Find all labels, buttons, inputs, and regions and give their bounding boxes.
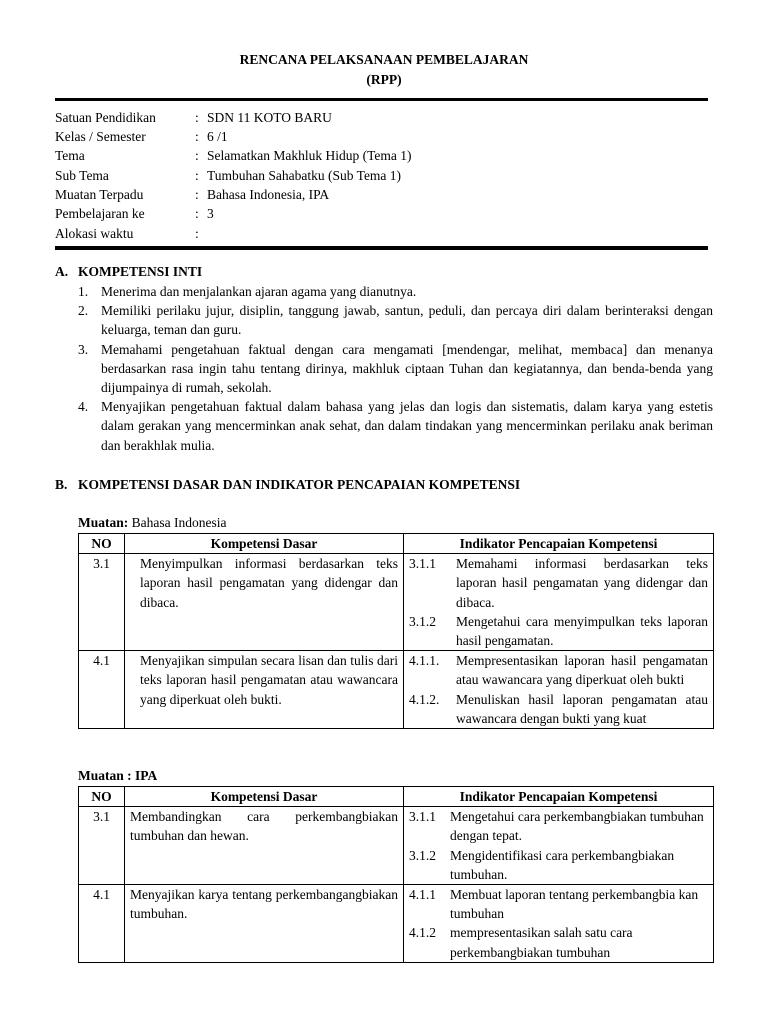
- document-subtitle: (RPP): [366, 72, 402, 87]
- indicator-code: 3.1.1: [409, 556, 436, 572]
- section-title: KOMPETENSI INTI: [78, 264, 203, 279]
- section-b-heading: [55, 475, 520, 494]
- list-text: Menerima dan menjalankan ajaran agama yang dianutnya.: [101, 284, 417, 299]
- identity-colon: :: [195, 168, 199, 183]
- identity-value: Bahasa Indonesia, IPA: [207, 187, 330, 202]
- indicator-text: mempresentasikan salah satu cara perkembangbiakan tumbuhan: [450, 925, 633, 960]
- indicator-text: Mempresentasikan laporan hasil pengamatan atau wawancara yang diperkuat oleh bukti: [456, 653, 708, 688]
- cell-no: 4.1: [79, 885, 125, 963]
- section-title: KOMPETENSI DASAR DAN INDIKATOR PENCAPAIAN KOMPETENSI: [78, 477, 521, 492]
- header-kd: Kompetensi Dasar: [125, 534, 404, 554]
- indicator-item: [409, 690, 708, 728]
- identity-label: Satuan Pendidikan: [55, 110, 156, 125]
- muatan-value: Bahasa Indonesia: [128, 515, 227, 530]
- list-item: [78, 340, 713, 398]
- indicator-text: Membuat laporan tentang perkembangbia kan tumbuhan: [450, 887, 699, 922]
- top-rule: [55, 98, 708, 101]
- indicator-text: Mengetahui cara menyimpulkan teks laporan hasil pengamatan.: [456, 613, 708, 649]
- list-number: 4.: [78, 399, 89, 415]
- indicator-code: 4.1.1.: [409, 653, 440, 669]
- table-header-row: [79, 787, 714, 807]
- indicator-item: [409, 651, 708, 689]
- identity-label: Alokasi waktu: [55, 226, 134, 241]
- identity-value: Selamatkan Makhluk Hidup (Tema 1): [207, 148, 412, 163]
- table-row: [79, 885, 714, 963]
- list-item: [78, 301, 713, 339]
- indicator-item: [409, 807, 708, 845]
- table-header-row: [79, 534, 714, 554]
- muatan-ipa-label: [78, 766, 157, 785]
- cell-no: 4.1: [79, 651, 125, 729]
- table-row: [79, 554, 714, 651]
- identity-value: 6 /1: [207, 129, 228, 144]
- bottom-rule: [55, 246, 708, 250]
- header-no: NO: [79, 534, 125, 554]
- indicator-code: 4.1.2: [409, 925, 436, 941]
- cell-ipk: [404, 885, 714, 963]
- indicator-item: [409, 846, 708, 884]
- header-ipk: Indikator Pencapaian Kompetensi: [404, 534, 714, 554]
- cell-kd: Membandingkan cara perkembangbiakan tumbuhan dan hewan.: [125, 807, 404, 885]
- header-kd: Kompetensi Dasar: [125, 787, 404, 807]
- list-text: Menyajikan pengetahuan faktual dalam bahasa yang jelas dan logis dan sistematis, dalam karya yang estetis dalam gerakan yang mencerminkan anak sehat, dan dalam tindakan yang mencerminkan perilaku anak beriman dan berakhlak mulia.: [101, 399, 713, 453]
- identity-value: SDN 11 KOTO BARU: [207, 110, 332, 125]
- list-text: Memahami pengetahuan faktual dengan cara mengamati [mendengar, melihat, membaca] dan menanya berdasarkan rasa ingin tahu tentang dirinya, makhluk ciptaan Tuhan dan kegiatannya, dan benda-benda yang dijumpainya di rumah, sekolah.: [101, 341, 713, 396]
- identity-label: Muatan Terpadu: [55, 187, 144, 202]
- indicator-item: [409, 885, 708, 923]
- section-a-heading: [55, 262, 202, 281]
- indicator-text: Mengetahui cara perkembangbiakan tumbuhan dengan tepat.: [450, 809, 704, 844]
- identity-label: Pembelajaran ke: [55, 206, 145, 221]
- identity-label: Kelas / Semester: [55, 129, 146, 144]
- cell-no: 3.1: [79, 807, 125, 885]
- identity-colon: :: [195, 187, 199, 202]
- identity-colon: :: [195, 129, 199, 144]
- indicator-item: [409, 554, 708, 612]
- cell-ipk: [404, 651, 714, 729]
- indicator-text: Memahami informasi berdasarkan teks laporan hasil pengamatan yang didengar dan dibaca.: [456, 556, 708, 610]
- muatan-label: Muatan:: [78, 515, 129, 530]
- identity-value: 3: [207, 206, 214, 221]
- identity-label: Sub Tema: [55, 168, 109, 183]
- list-number: 2.: [78, 303, 89, 319]
- document-title: RENCANA PELAKSANAAN PEMBELAJARAN: [239, 52, 529, 67]
- header-no: NO: [79, 787, 125, 807]
- list-number: 1.: [78, 284, 89, 299]
- muatan-label: Muatan : IPA: [78, 768, 158, 783]
- indicator-text: Mengidentifikasi cara perkembangbiakan tumbuhan.: [450, 847, 675, 882]
- identity-value: Tumbuhan Sahabatku (Sub Tema 1): [207, 168, 402, 183]
- indicator-code: 3.1.1: [409, 809, 436, 825]
- indicator-code: 3.1.2: [409, 847, 436, 863]
- indicator-code: 4.1.1: [409, 887, 436, 903]
- list-number: 3.: [78, 341, 89, 357]
- cell-ipk: [404, 807, 714, 885]
- identity-label: Tema: [55, 148, 85, 163]
- cell-no: 3.1: [79, 554, 125, 651]
- indicator-code: 4.1.2.: [409, 691, 440, 707]
- indicator-item: [409, 612, 708, 650]
- muatan-bahasa-label: [78, 513, 226, 532]
- list-item: [78, 397, 713, 455]
- ipa-kd-table: [78, 786, 714, 963]
- list-item: [78, 282, 713, 301]
- section-number: A.: [55, 264, 69, 279]
- identity-colon: :: [195, 206, 199, 221]
- list-text: Memiliki perilaku jujur, disiplin, tanggung jawab, santun, peduli, dan percaya diri dalam berinteraksi dengan keluarga, teman dan guru.: [101, 303, 713, 338]
- indicator-item: [409, 923, 708, 961]
- cell-kd: Menyajikan karya tentang perkembangangbiakan tumbuhan.: [125, 885, 404, 963]
- indicator-code: 3.1.2: [409, 613, 436, 629]
- cell-kd: Menyajikan simpulan secara lisan dan tulis dari teks laporan hasil pengamatan atau wawancara yang diperkuat oleh bukti.: [125, 651, 404, 729]
- cell-kd: Menyimpulkan informasi berdasarkan teks laporan hasil pengamatan yang didengar dan dibaca.: [125, 554, 404, 651]
- identity-colon: :: [195, 226, 199, 241]
- table-row: [79, 651, 714, 729]
- kompetensi-inti-list: [78, 282, 713, 455]
- cell-ipk: [404, 554, 714, 651]
- header-ipk: Indikator Pencapaian Kompetensi: [404, 787, 714, 807]
- identity-colon: :: [195, 148, 199, 163]
- bahasa-kd-table: [78, 533, 714, 729]
- table-row: [79, 807, 714, 885]
- identity-colon: :: [195, 110, 199, 125]
- indicator-text: Menuliskan hasil laporan pengamatan atau wawancara dengan bukti yang kuat: [456, 691, 708, 726]
- section-number: B.: [55, 477, 68, 492]
